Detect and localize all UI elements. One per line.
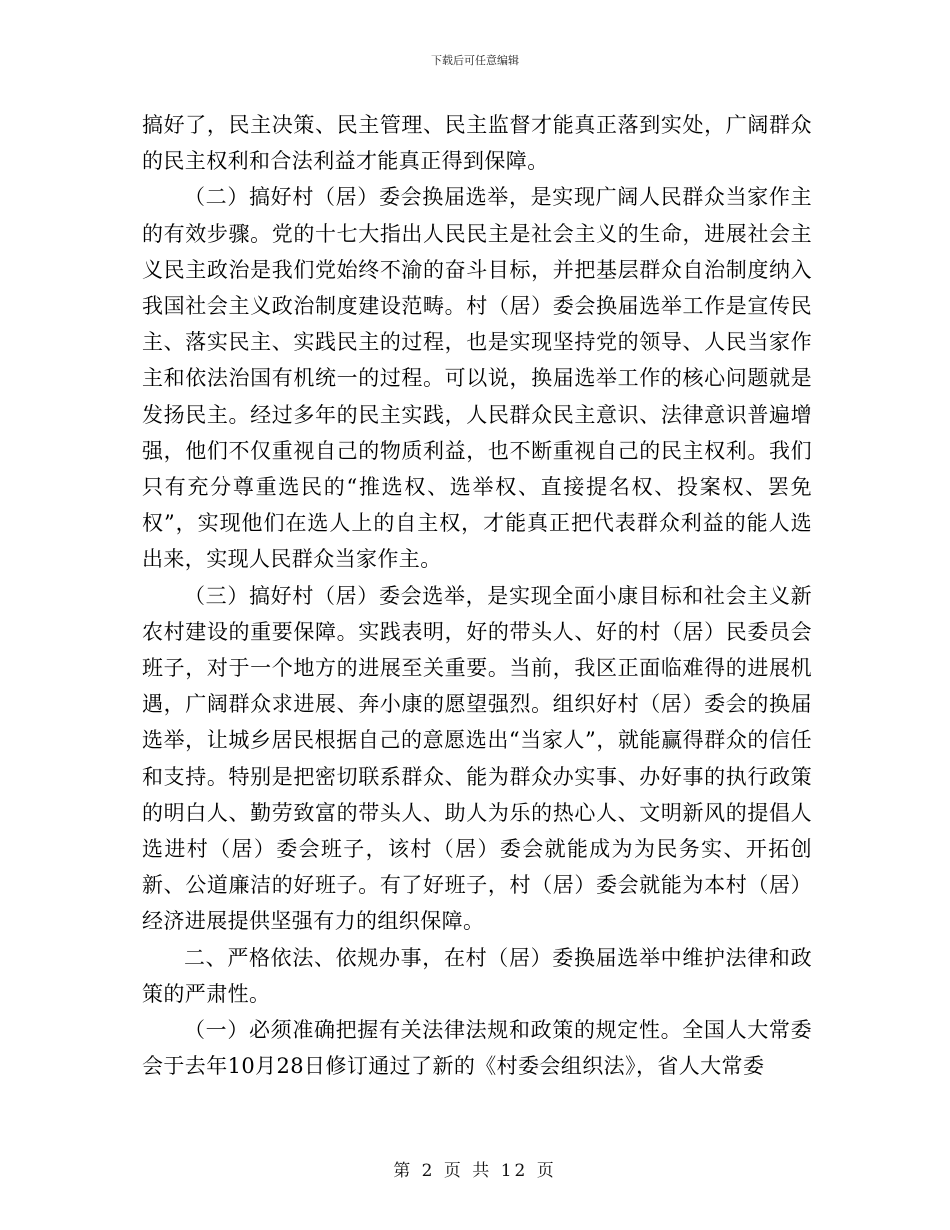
paragraph-continuation: 搞好了，民主决策、民主管理、民主监督才能真正落到实处，广阔群众的民主权利和合法利益才能真正得到保障。 <box>142 113 812 174</box>
page-number-footer: 第 2 页 共 12 页 <box>393 1161 557 1181</box>
page-header-note: 下载后可任意编辑 <box>431 54 519 67</box>
paragraph-subsection-1: （一）必须准确把握有关法律法规和政策的规定性。全国人大常委会于去年10月28日修订通过了新的《村委会组织法》，省人大常委 <box>142 1018 812 1079</box>
paragraph-heading-part-2: 二、严格依法、依规办事，在村（居）委换届选举中维护法律和政策的严肃性。 <box>142 945 812 1006</box>
paragraph-section-3: （三）搞好村（居）委会选举，是实现全面小康目标和社会主义新农村建设的重要保障。实践表明，好的带头人、好的村（居）民委员会班子，对于一个地方的进展至关重要。当前，我区正面临难得的进展机遇，广阔群众求进展、奔小康的愿望强烈。组织好村（居）委会的换届选举，让城乡居民根据自己的意愿选出“当家人”，就能赢得群众的信任和支持。特别是把密切联系群众、能为群众办实事、办好事的执行政策的明白人、勤劳致富的带头人、助人为乐的热心人、文明新风的提倡人选进村（居）委会班子，该村（居）委会就能成为为民务实、开拓创新、公道廉洁的好班子。有了好班子，村（居）委会就能为本村（居）经济进展提供坚强有力的组织保障。 <box>142 583 812 934</box>
document-body <box>142 107 812 1084</box>
paragraph-section-2: （二）搞好村（居）委会换届选举，是实现广阔人民群众当家作主的有效步骤。党的十七大指出人民民主是社会主义的生命，进展社会主义民主政治是我们党始终不渝的奋斗目标，并把基层群众自治制度纳入我国社会主义政治制度建设范畴。村（居）委会换届选举工作是宣传民主、落实民主、实践民主的过程，也是实现坚持党的领导、人民当家作主和依法治国有机统一的过程。可以说，换届选举工作的核心问题就是发扬民主。经过多年的民主实践，人民群众民主意识、法律意识普遍增强，他们不仅重视自己的物质利益，也不断重视自己的民主权利。我们只有充分尊重选民的“推选权、选举权、直接提名权、投案权、罢免权”，实现他们在选人上的自主权，才能真正把代表群众利益的能人选出来，实现人民群众当家作主。 <box>142 185 812 572</box>
